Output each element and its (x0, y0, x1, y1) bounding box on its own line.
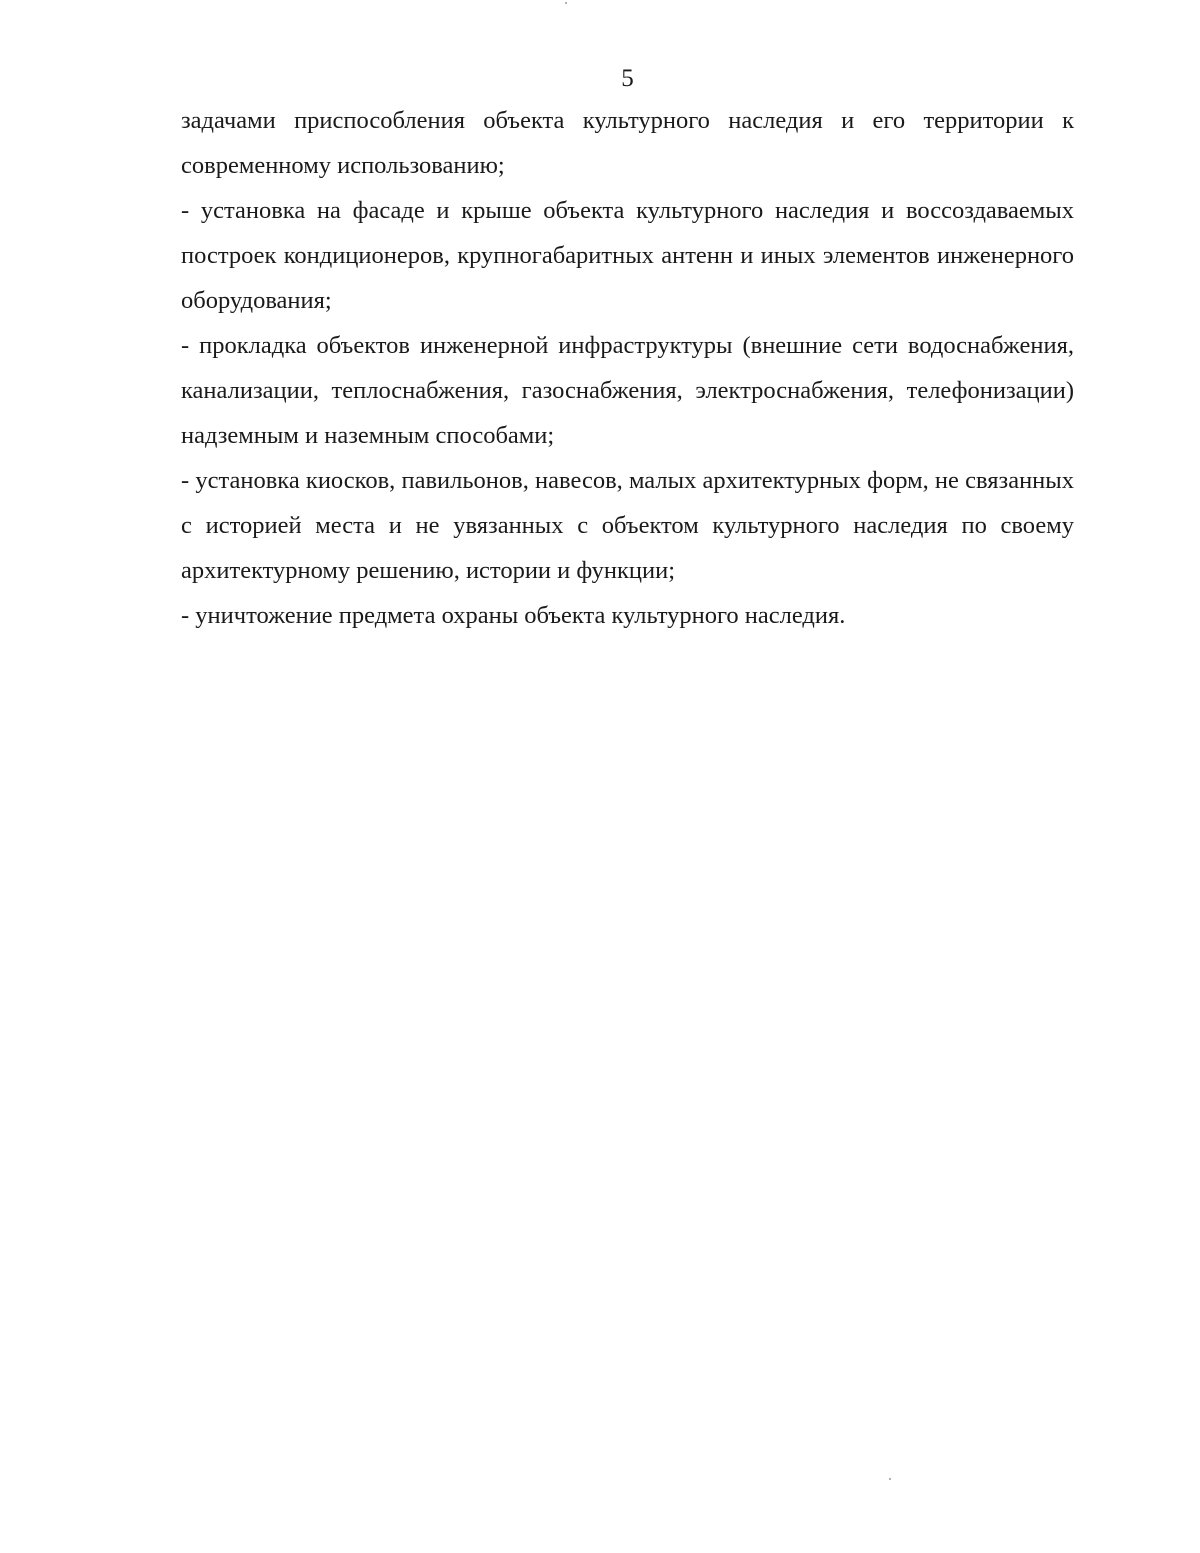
page-number: 5 (621, 65, 634, 92)
list-item-protection-destruction: - уничтожение предмета охраны объекта культурного наследия. (181, 602, 846, 629)
list-item-facade-equipment: - установка на фасаде и крыше объекта культурного наследия и воссоздаваемых построек кондиционеров, крупногабаритных антенн и иных элементов инженерного оборудования; (181, 197, 1074, 314)
paragraph-continuation: задачами приспособления объекта культурного наследия и его территории к современному использованию; (181, 107, 1074, 179)
list-item-kiosks-installation: - установка киосков, павильонов, навесов, малых архитектурных форм, не связанных с историей места и не увязанных с объектом культурного наследия по своему архитектурному решению, истории и функции; (181, 467, 1074, 584)
scan-speck-top (565, 2, 567, 4)
document-body (181, 98, 1074, 638)
scan-speck-bottom (889, 1478, 891, 1480)
list-item-infrastructure-laying: - прокладка объектов инженерной инфраструктуры (внешние сети водоснабжения, канализации, теплоснабжения, газоснабжения, электроснабжения, телефонизации) надземным и наземным способами; (181, 332, 1074, 449)
